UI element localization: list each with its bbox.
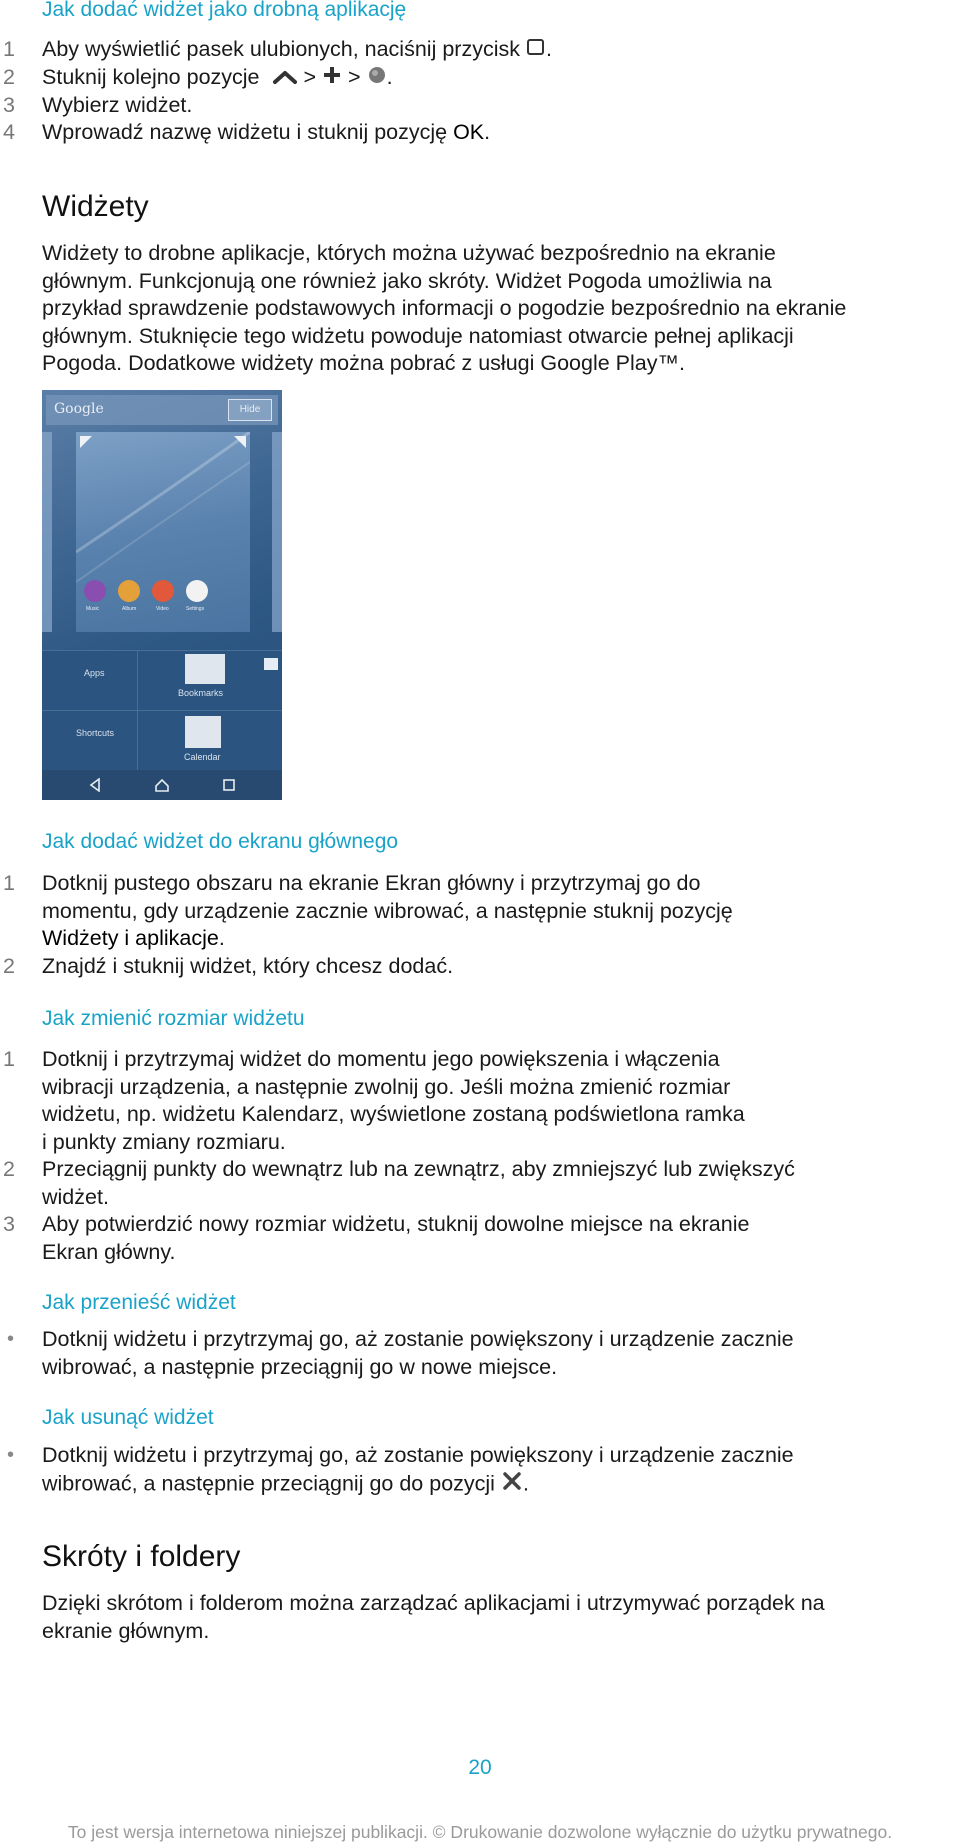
- section-title-widgets: Widżety: [42, 190, 149, 223]
- side-panel-right: [272, 432, 282, 632]
- app-label: Music: [86, 606, 100, 612]
- recent-apps-icon: [222, 778, 236, 792]
- camera-widget-icon: [264, 658, 278, 670]
- phone-screenshot: [42, 390, 282, 800]
- tray-label-apps: Apps: [84, 668, 105, 678]
- tray-label-bookmarks: Bookmarks: [178, 688, 224, 698]
- step-text: [42, 119, 942, 147]
- step-number: 3: [3, 93, 15, 117]
- step-line: Dotknij i przytrzymaj widżet do momentu jego powiększenia i włączenia: [42, 1047, 720, 1071]
- keyword: OK: [453, 120, 485, 144]
- video-icon: [152, 580, 174, 602]
- bullet: •: [7, 1444, 15, 1466]
- section-heading-small-app: Jak dodać widżet jako drobną aplikację: [42, 0, 407, 21]
- section-heading-move-widget: Jak przenieść widżet: [42, 1291, 236, 1314]
- step-number: 2: [3, 65, 15, 89]
- close-x-icon: [501, 1470, 523, 1500]
- step-text-end: .: [545, 37, 552, 61]
- calendar-thumbnail: [185, 716, 221, 748]
- google-logo: Google: [54, 401, 104, 417]
- step-text-part: Stuknij kolejno pozycje: [42, 65, 260, 89]
- shortcuts-paragraph: [42, 1590, 952, 1645]
- step-line: [42, 925, 942, 953]
- step-number: 1: [3, 1047, 15, 1071]
- music-icon: [84, 580, 106, 602]
- plus-icon: [322, 65, 342, 93]
- step-number: 1: [3, 871, 15, 895]
- step-number: 2: [3, 1157, 15, 1181]
- tray-label-calendar: Calendar: [184, 752, 221, 762]
- bullet-line-part: wibrować, a następnie przeciągnij go do pozycji: [42, 1470, 495, 1495]
- footer-notice: To jest wersja internetowa niniejszej publikacji. © Drukowanie dozwolone wyłącznie do użytku prywatnego.: [67, 1822, 893, 1842]
- section-heading-add-widget: Jak dodać widżet do ekranu głównego: [42, 830, 399, 853]
- step-text: [42, 36, 942, 64]
- bullet-line-end: .: [522, 1470, 529, 1495]
- bullet-text: [42, 1326, 942, 1381]
- back-icon: [88, 778, 102, 792]
- paragraph-line: Dzięki skrótom i folderom można zarządzać aplikacjami i utrzymywać porządek na: [42, 1591, 825, 1615]
- bullet-line: Dotknij widżetu i przytrzymaj go, aż zostanie powiększony i urządzenie zacznie: [42, 1443, 794, 1467]
- step-text-end: .: [386, 65, 393, 89]
- app-label: Settings: [186, 606, 205, 612]
- widget-tray: [42, 650, 282, 770]
- bullet-line: Dotknij widżetu i przytrzymaj go, aż zostanie powiększony i urządzenie zacznie: [42, 1327, 794, 1351]
- tray-label-shortcuts: Shortcuts: [76, 728, 115, 738]
- step-line: Aby potwierdzić nowy rozmiar widżetu, stuknij dowolne miejsce na ekranie: [42, 1212, 750, 1236]
- step-line: widżet.: [42, 1184, 109, 1209]
- step-text: [42, 1156, 942, 1211]
- step-number: 1: [3, 37, 15, 61]
- step-text-end: .: [484, 120, 491, 144]
- home-screen-preview: [76, 432, 250, 632]
- chevron-up-icon: [272, 65, 298, 93]
- step-line: wibracji urządzenia, a następnie zwolnij go. Jeśli można zmienić rozmiar: [42, 1074, 731, 1099]
- app-label: Video: [156, 606, 169, 612]
- navigation-bar: [42, 770, 282, 800]
- paragraph-line: przykład sprawdzenie podstawowych informacji o pogodzie bezpośrednio na ekranie: [42, 296, 847, 320]
- step-number: 4: [3, 120, 15, 144]
- home-icon: [155, 778, 169, 792]
- section-heading-remove-widget: Jak usunąć widżet: [42, 1406, 214, 1429]
- favorites-square-icon: [526, 37, 546, 65]
- step-text-part: Wprowadź nazwę widżetu i stuknij pozycję: [42, 120, 448, 144]
- paragraph-line: głównym. Funkcjonują one również jako skróty. Widżet Pogoda umożliwia na: [42, 268, 772, 293]
- step-text-part: Aby wyświetlić pasek ulubionych, naciśnij przycisk: [42, 37, 520, 61]
- step-line: widżetu, np. widżetu Kalendarz, wyświetlone zostaną podświetlona ramka: [42, 1102, 745, 1126]
- separator: >: [348, 65, 361, 89]
- step-text: Wybierz widżet.: [42, 93, 193, 117]
- paragraph-line: głównym. Stuknięcie tego widżetu powoduje natomiast otwarcie pełnej aplikacji: [42, 323, 794, 348]
- step-line: Ekran główny.: [42, 1239, 176, 1264]
- paragraph-line: Widżety to drobne aplikacje, których można używać bezpośrednio na ekranie: [42, 241, 776, 265]
- step-line: momentu, gdy urządzenie zacznie wibrować, a następnie stuknij pozycję: [42, 898, 733, 923]
- step-line: Przeciągnij punkty do wewnątrz lub na zewnątrz, aby zmniejszyć lub zwiększyć: [42, 1157, 795, 1181]
- section-heading-resize-widget: Jak zmienić rozmiar widżetu: [42, 1007, 305, 1030]
- album-icon: [118, 580, 140, 602]
- bookmarks-thumbnail: [185, 654, 225, 684]
- paragraph-line: ekranie głównym.: [42, 1618, 210, 1643]
- settings-gear-icon: [186, 580, 208, 602]
- bullet: •: [7, 1328, 15, 1350]
- bullet-line: wibrować, a następnie przeciągnij go w nowe miejsce.: [42, 1354, 558, 1379]
- step-number: 3: [3, 1212, 15, 1236]
- side-panel-left: [42, 432, 52, 632]
- widgets-paragraph: [42, 240, 952, 378]
- step-line: Dotknij pustego obszaru na ekranie Ekran główny i przytrzymaj go do: [42, 871, 701, 895]
- keyword: Widżety i aplikacje: [42, 926, 219, 950]
- step-text: [42, 64, 942, 92]
- paragraph-line: Pogoda. Dodatkowe widżety można pobrać z usługi Google Play™.: [42, 351, 685, 375]
- step-line: i punkty zmiany rozmiaru.: [42, 1129, 286, 1154]
- app-label: Album: [122, 606, 137, 612]
- widget-globe-icon: [367, 65, 387, 93]
- section-title-shortcuts: Skróty i foldery: [42, 1540, 241, 1573]
- step-text: [42, 1211, 942, 1266]
- hide-button: Hide: [228, 399, 272, 421]
- step-text: [42, 1046, 942, 1156]
- bullet-text: [42, 1442, 942, 1499]
- bullet-line: [42, 1470, 942, 1500]
- step-text: [42, 870, 942, 953]
- separator: >: [303, 65, 317, 89]
- page-number: 20: [468, 1756, 492, 1779]
- step-text-end: .: [218, 926, 225, 950]
- step-text: Znajdź i stuknij widżet, który chcesz dodać.: [42, 954, 454, 978]
- step-number: 2: [3, 954, 15, 978]
